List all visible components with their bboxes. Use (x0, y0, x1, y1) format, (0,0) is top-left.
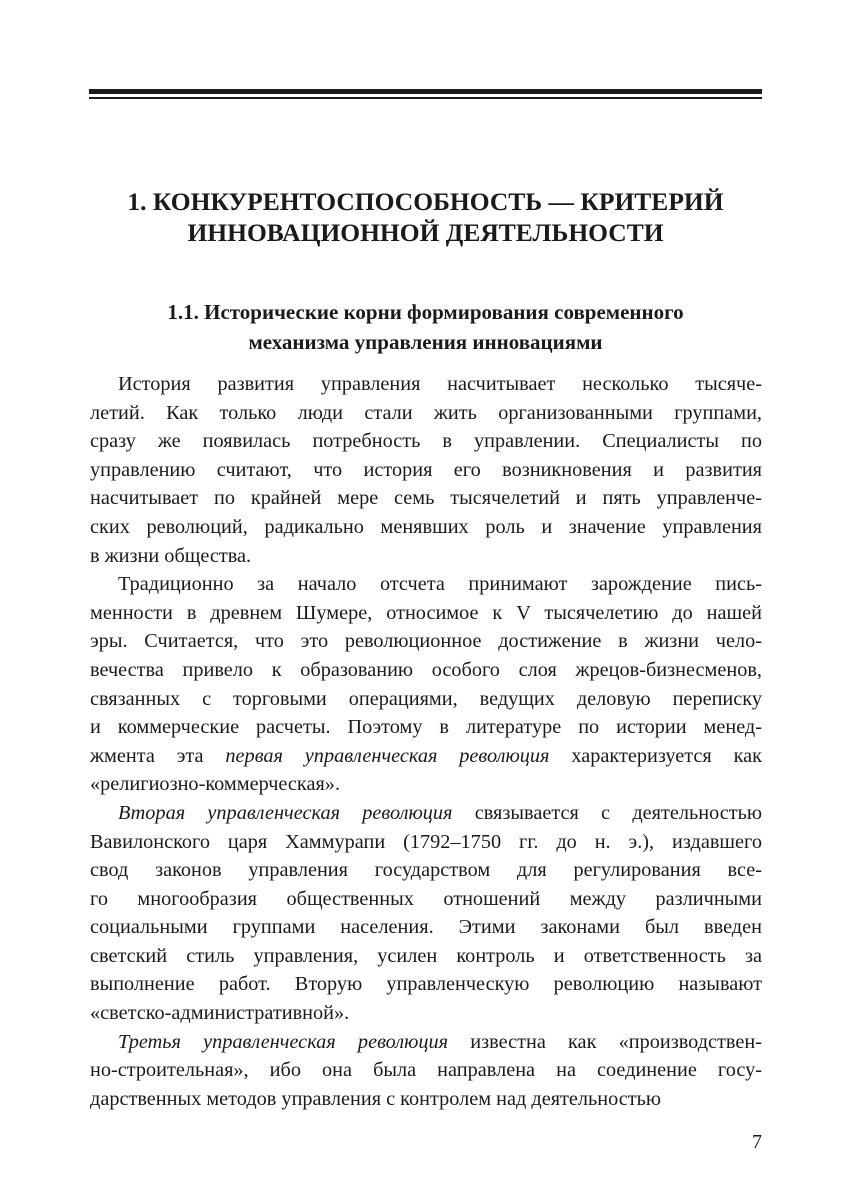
text-segment: светский стиль управления, усилен контроль и ответственность за (90, 944, 762, 967)
chapter-title-line: ИННОВАЦИОННОЙ ДЕЯТЕЛЬНОСТИ (187, 218, 664, 247)
text-line (90, 599, 762, 628)
text-segment: свод законов управления государством для регулирования все- (90, 859, 762, 882)
text-line (90, 770, 762, 799)
text-segment: го многообразия общественных отношений между различными (90, 887, 762, 910)
paragraph (90, 1028, 762, 1114)
text-segment: История развития управления насчитывает несколько тысяче- (118, 373, 762, 395)
text-line (90, 742, 762, 771)
text-line (90, 456, 762, 485)
text-segment: но-строительная», ибо она была направлена на соединение госу- (90, 1059, 762, 1082)
italic-text: первая управленческая революция (225, 744, 550, 767)
text-line (90, 513, 762, 542)
text-line (90, 1085, 762, 1114)
paragraph (90, 370, 762, 570)
text-line (90, 484, 762, 513)
text-line (90, 913, 762, 942)
text-segment: управлению считают, что история его возникновения и развития (90, 458, 762, 481)
text-segment: характеризуется как (549, 744, 762, 767)
text-segment: эры. Считается, что это революционное достижение в жизни чело- (90, 630, 762, 653)
text-segment: в жизни общества. (90, 544, 252, 567)
italic-text: Третья управленческая революция (118, 1030, 449, 1053)
page-number: 7 (752, 1131, 762, 1154)
text-segment: социальными группами населения. Этими законами был введен (90, 916, 762, 939)
text-line (90, 942, 762, 971)
text-segment: «религиозно-коммерческая». (90, 773, 341, 796)
text-segment: сразу же появилась потребность в управлении. Специалисты по (90, 430, 762, 453)
text-segment: насчитывает по крайней мере семь тысячелетий и пять управленче- (90, 487, 762, 510)
text-segment: ских революций, радикально менявших роль и значение управления (90, 515, 762, 538)
text-line (90, 570, 762, 599)
text-segment: вечества привело к образованию особого слоя жрецов-бизнесменов, (90, 658, 762, 681)
text-line (90, 399, 762, 428)
paragraph (90, 570, 762, 799)
section-title-line: 1.1. Исторические корни формирования современного (167, 300, 684, 324)
italic-text: Вторая управленческая революция (118, 801, 453, 824)
text-line (90, 885, 762, 914)
text-segment: Традиционно за начало отсчета принимают зарождение пись- (118, 573, 762, 596)
text-line (90, 656, 762, 685)
text-segment: связанных с торговыми операциями, ведущих деловую переписку (90, 687, 762, 710)
text-line (90, 1028, 762, 1057)
text-line (90, 542, 762, 571)
body-text (90, 370, 762, 1113)
text-segment: «светско-административной». (90, 1002, 350, 1025)
text-segment: менности в древнем Шумере, относимое к V тысячелетию до нашей (90, 601, 762, 624)
text-line (90, 970, 762, 999)
text-segment: летий. Как только люди стали жить организованными группами, (90, 401, 762, 424)
page-content (89, 0, 762, 1174)
text-line (90, 685, 762, 714)
text-segment: дарственных методов управления с контролем над деятельностью (90, 1087, 662, 1110)
text-segment: выполнение работ. Вторую управленческую революцию называют (90, 973, 762, 996)
text-line (90, 999, 762, 1028)
text-segment: Вавилонского царя Хаммурапи (1792–1750 гг. до н. э.), издавшего (90, 830, 762, 853)
text-segment: известна как «производствен- (448, 1030, 762, 1053)
text-segment: и коммерческие расчеты. Поэтому в литературе по истории менед- (90, 716, 762, 739)
text-line (90, 856, 762, 885)
text-line (90, 1056, 762, 1085)
text-line (90, 627, 762, 656)
text-line (90, 713, 762, 742)
text-line (90, 370, 762, 399)
text-line (90, 828, 762, 857)
paragraph (90, 799, 762, 1028)
section-title-line: механизма управления инновациями (248, 330, 603, 354)
text-segment: связывается с деятельностью (452, 801, 762, 824)
text-segment: жмента эта (90, 744, 226, 767)
chapter-title (89, 186, 762, 248)
section-title (89, 297, 762, 357)
chapter-title-line: 1. КОНКУРЕНТОСПОСОБНОСТЬ — КРИТЕРИЙ (127, 187, 724, 216)
text-line (90, 427, 762, 456)
text-line (90, 799, 762, 828)
